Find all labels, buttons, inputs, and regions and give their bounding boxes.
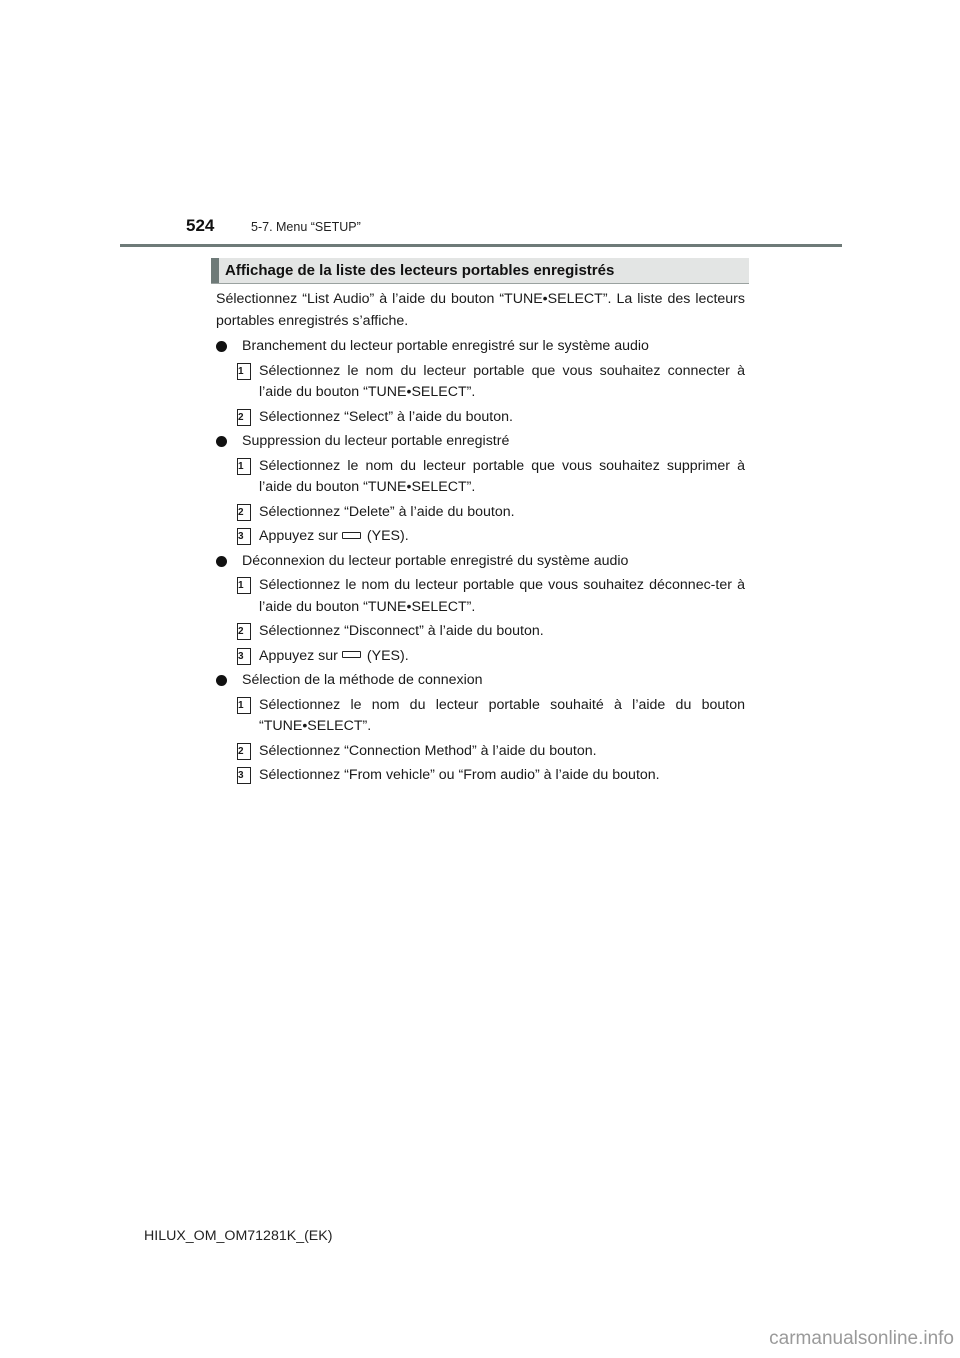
section-title: Affichage de la liste des lecteurs portables enregistrés (225, 262, 615, 279)
step-item (216, 407, 745, 429)
step-number-badge: 1 (237, 577, 251, 594)
step-item (216, 361, 745, 404)
step-item (216, 741, 745, 763)
step-number-badge: 3 (237, 528, 251, 545)
step-text: Sélectionnez “From vehicle” ou “From audio” à l’aide du bouton. (259, 767, 660, 783)
bullet-item (216, 431, 745, 453)
step-text: Sélectionnez le nom du lecteur portable que vous souhaitez connecter à l’aide du bouton “TUNE•SELECT”. (259, 362, 745, 400)
step-number-badge: 2 (237, 743, 251, 760)
step-item (216, 621, 745, 643)
step-number-badge: 1 (237, 458, 251, 475)
intro-paragraph: Sélectionnez “List Audio” à l’aide du bouton “TUNE•SELECT”. La liste des lecteurs portables enregistrés s’affiche. (216, 291, 745, 329)
content-body (216, 289, 745, 790)
step-item (216, 456, 745, 499)
section-heading (211, 258, 749, 284)
bullet-text: Suppression du lecteur portable enregistré (242, 433, 510, 449)
step-text: Sélectionnez “Connection Method” à l’aide du bouton. (259, 742, 597, 759)
step-text: Sélectionnez “Delete” à l’aide du bouton. (259, 503, 515, 520)
step-number-badge: 2 (237, 504, 251, 521)
bullet-dot-icon (216, 556, 227, 567)
bullet-item (216, 336, 745, 358)
bullet-text: Branchement du lecteur portable enregistré sur le système audio (242, 338, 649, 354)
step-item (216, 526, 745, 548)
bullet-dot-icon (216, 436, 227, 447)
step-item (216, 695, 745, 738)
step-text: Sélectionnez “Disconnect” à l’aide du bouton. (259, 623, 544, 639)
watermark-link[interactable]: carmanualsonline.info (769, 1328, 954, 1349)
step-text: Sélectionnez “Select” à l’aide du bouton. (259, 408, 513, 425)
step-text: Sélectionnez le nom du lecteur portable que vous souhaitez déconnec-ter à l’aide du bouton “TUNE•SELECT”. (259, 577, 745, 615)
step-number-badge: 3 (237, 648, 251, 665)
step-text-before: Appuyez sur (259, 528, 338, 544)
step-item (216, 765, 745, 787)
step-number-badge: 2 (237, 623, 251, 640)
step-number-badge: 2 (237, 409, 251, 426)
button-key-icon (342, 651, 361, 658)
step-item (216, 575, 745, 618)
step-text-after: (YES). (366, 647, 409, 664)
bullet-item (216, 670, 745, 692)
button-key-icon (342, 532, 361, 539)
page-number: 524 (186, 216, 215, 235)
bullet-dot-icon (216, 675, 227, 686)
step-text-before: Appuyez sur (259, 647, 338, 664)
step-item (216, 502, 745, 524)
step-item (216, 646, 745, 668)
chapter-title: 5-7. Menu “SETUP” (251, 220, 361, 234)
bullet-dot-icon (216, 341, 227, 352)
header-divider (120, 244, 842, 247)
bullet-item (216, 551, 745, 573)
bullet-text: Déconnexion du lecteur portable enregistré du système audio (242, 552, 629, 569)
step-text: Sélectionnez le nom du lecteur portable que vous souhaitez supprimer à l’aide du bouton “TUNE•SELECT”. (259, 457, 745, 495)
document-code: HILUX_OM_OM71281K_(EK) (144, 1228, 333, 1244)
step-number-badge: 1 (237, 697, 251, 714)
step-number-badge: 1 (237, 363, 251, 380)
bullet-text: Sélection de la méthode de connexion (242, 672, 483, 688)
section-accent-bar (211, 258, 219, 283)
step-text-after: (YES). (366, 528, 409, 544)
step-text: Sélectionnez le nom du lecteur portable souhaité à l’aide du bouton “TUNE•SELECT”. (259, 696, 745, 734)
step-number-badge: 3 (237, 767, 251, 784)
